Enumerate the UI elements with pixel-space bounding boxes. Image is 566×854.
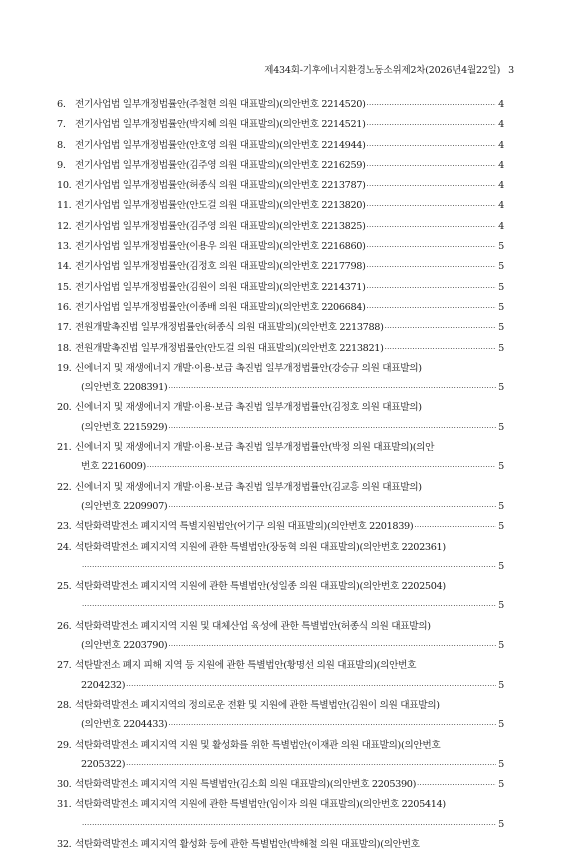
dot-leader [168,379,496,398]
toc-entry-text: 전원개발촉진법 일부개정법률안(안도걸 의원 대표발의)(의안번호 2213821) [75,342,384,354]
toc-entry [57,359,504,399]
dot-leader [168,716,496,735]
header-title: 제434회-기후에너지환경노동소위제2차(2026년4월22일) [264,65,501,76]
toc-entry-text: 석탄화력발전소 폐지지역 특별지원법안(어기구 의원 대표발의)(의안번호 2201839) [75,521,414,533]
toc-entry [57,775,504,795]
toc-entry-number: 10. [57,180,72,192]
toc-entry [57,156,504,176]
toc-entry-text: 전기사업법 일부개정법률안(박지혜 의원 대표발의)(의안번호 2214521) [75,119,366,131]
toc-entry-number: 14. [57,261,72,273]
toc-entry-text: 2204232) [81,679,126,691]
toc-entry-page: 5 [498,342,504,354]
toc-entry-page: 5 [498,600,504,612]
toc-entry-line [57,257,504,277]
toc-entry [57,339,504,359]
toc-entry-text: 석탄화력발전소 폐지지역 지원 및 대체산업 육성에 관한 특별법안(허종식 의원 대표발의) [75,620,431,632]
toc-entry-text: 신에너지 및 재생에너지 개발·이용·보급 촉진법 일부개정법률안(강승규 의원 대표발의) [75,362,422,374]
dot-leader [367,238,497,257]
toc-entry-text: 석탄화력발전소 폐지지역의 정의로운 전환 및 지원에 관한 특별법안(김원이 의원 대표발의) [75,699,440,711]
toc-entry-text: 전기사업법 일부개정법률안(안도걸 의원 대표발의)(의안번호 2213820) [75,200,366,212]
dot-leader [126,756,496,775]
page-header [264,62,514,76]
dot-leader [367,197,497,216]
dot-leader [417,776,496,795]
toc-entry-text: 전기사업법 일부개정법률안(김주영 의원 대표발의)(의안번호 2213825) [75,220,366,232]
toc-entry-line [57,156,504,176]
dot-leader [367,218,497,237]
toc-entry-line [57,636,504,656]
toc-entry-text: (의안번호 2209907) [81,500,168,512]
toc-entry-line [57,136,504,156]
toc-entry-number: 30. [57,779,72,791]
toc-entry [57,257,504,277]
toc-entry-text: 전기사업법 일부개정법률안(이용우 의원 대표발의)(의안번호 2216860) [75,241,366,253]
toc-entry-text: 전기사업법 일부개정법률안(안호영 의원 대표발의)(의안번호 2214944) [75,139,366,151]
toc-entry-page: 4 [498,119,504,131]
toc-entry-line [57,835,504,854]
toc-entry [57,478,504,518]
dot-leader [147,458,496,477]
toc-entry-line [57,438,504,457]
dot-leader [367,137,497,156]
dot-leader [82,558,496,577]
toc-entry-page: 5 [498,261,504,273]
toc-entry-line [57,95,504,115]
toc-entry [57,577,504,617]
toc-entry-number: 24. [57,541,72,553]
toc-entry-text: 석탄화력발전소 폐지지역 지원에 관한 특별법안(임이자 의원 대표발의)(의안번호 2205414) [75,799,446,811]
toc-entry-page: 4 [498,139,504,151]
toc-entry [57,736,504,776]
toc-entry-text: 전기사업법 일부개정법률안(김원이 의원 대표발의)(의안번호 2214371) [75,281,366,293]
toc-entry-number: 15. [57,281,72,293]
toc-entry-page: 5 [498,521,504,533]
toc-entry-number: 27. [57,660,72,672]
toc-entry-number: 19. [57,362,72,374]
toc-entry-page: 5 [498,779,504,791]
toc-entry-number: 28. [57,699,72,711]
toc-entry-line [57,339,504,359]
toc-entry-page: 5 [498,241,504,253]
toc-entry-line [57,176,504,196]
toc-entry-line [57,115,504,135]
toc-entry-number: 8. [57,139,66,151]
toc-entry-page: 4 [498,220,504,232]
toc-entry-page: 5 [498,818,504,830]
toc-entry-text: 전기사업법 일부개정법률안(허종식 의원 대표발의)(의안번호 2213787) [75,180,366,192]
toc-entry [57,217,504,237]
toc-entry-number: 13. [57,241,72,253]
toc-entry-line [57,656,504,675]
toc-entry-text: 번호 2216009) [81,461,146,473]
toc-entry [57,237,504,257]
dot-leader [385,319,497,338]
toc-entry-page: 5 [498,758,504,770]
toc-entry-text: (의안번호 2215929) [81,421,168,433]
toc-entry-page: 5 [498,461,504,473]
toc-entry [57,196,504,216]
toc-entry [57,835,504,854]
dot-leader [367,177,497,196]
toc-entry-text: 전기사업법 일부개정법률안(김주영 의원 대표발의)(의안번호 2216259) [75,159,366,171]
toc-entry-number: 6. [57,99,66,110]
toc-entry-page: 4 [498,200,504,212]
toc-entry-number: 18. [57,342,72,354]
toc-entry-number: 11. [57,200,72,212]
toc-entry [57,318,504,338]
dot-leader [367,96,497,115]
toc-entry-line [57,359,504,378]
toc-entry [57,656,504,696]
toc-entry-text: 석탄화력발전소 폐지지역 활성화 등에 관한 특별법안(박해철 의원 대표발의)(의안번호 [75,838,420,850]
toc-entry-line [57,497,504,517]
toc-entry-text: (의안번호 2208391) [81,382,168,394]
toc-entry-number: 22. [57,481,72,493]
header-page-number: 3 [508,65,514,76]
dot-leader [367,157,497,176]
toc-entry-page: 5 [498,382,504,394]
toc-entry-text: 석탄화력발전소 폐지지역 지원에 관한 특별법안(성일종 의원 대표발의)(의안번호 2202504) [75,581,446,593]
toc-entry-number: 23. [57,521,72,533]
toc-entry-number: 31. [57,799,72,811]
dot-leader [385,340,497,359]
toc-entry-page: 4 [498,159,504,171]
toc-entry-text: 전기사업법 일부개정법률안(주철현 의원 대표발의)(의안번호 2214520) [75,99,366,110]
toc-entry-line [57,217,504,237]
dot-leader [82,816,496,835]
table-of-contents [57,95,504,854]
toc-entry-line [57,755,504,775]
toc-entry-page: 5 [498,679,504,691]
toc-entry [57,95,504,115]
toc-entry-line [57,795,504,814]
toc-entry-line [57,715,504,735]
toc-entry-page: 5 [498,301,504,313]
toc-entry-line [57,696,504,715]
dot-leader [367,116,497,135]
toc-entry-line [57,617,504,636]
toc-entry [57,517,504,537]
toc-entry-text: 전기사업법 일부개정법률안(이종배 의원 대표발의)(의안번호 2206684) [75,301,366,313]
dot-leader [414,518,496,537]
toc-entry-line [57,237,504,257]
toc-entry-text: (의안번호 2203790) [81,640,168,652]
toc-entry-number: 17. [57,322,72,334]
toc-entry-number: 9. [57,159,66,171]
toc-entry-text: 전원개발촉진법 일부개정법률안(허종식 의원 대표발의)(의안번호 2213788) [75,322,384,334]
toc-entry-line [57,815,504,835]
toc-entry-number: 32. [57,838,72,850]
toc-entry [57,438,504,478]
toc-entry-line [57,278,504,298]
toc-entry-line [57,517,504,537]
toc-entry-line [57,775,504,795]
toc-entry-page: 5 [498,500,504,512]
toc-entry-line [57,298,504,318]
dot-leader [168,419,496,438]
toc-entry-text: 신에너지 및 재생에너지 개발·이용·보급 촉진법 일부개정법률안(김교흥 의원 대표발의) [75,481,422,493]
toc-entry-page: 5 [498,322,504,334]
toc-entry [57,278,504,298]
toc-entry-page: 5 [498,421,504,433]
toc-entry-text: 신에너지 및 재생에너지 개발·이용·보급 촉진법 일부개정법률안(박정 의원 대표발의)(의안 [75,442,435,454]
toc-entry-number: 12. [57,220,72,232]
toc-entry-number: 20. [57,402,72,414]
toc-entry-text: 석탄화력발전소 폐지지역 지원에 관한 특별법안(장동혁 의원 대표발의)(의안번호 2202361) [75,541,446,553]
toc-entry-line [57,596,504,616]
dot-leader [367,258,497,277]
toc-entry-number: 21. [57,442,72,454]
toc-entry-text: 석탄발전소 폐지 피해 지역 등 지원에 관한 특별법안(황명선 의원 대표발의)(의안번호 [75,660,417,672]
toc-entry [57,795,504,835]
dot-leader [126,677,496,696]
toc-entry-line [57,478,504,497]
toc-entry-line [57,318,504,338]
toc-entry-number: 26. [57,620,72,632]
toc-entry-text: 2205322) [81,758,126,770]
toc-entry-page: 5 [498,640,504,652]
toc-entry-page: 5 [498,281,504,293]
toc-entry-line [57,736,504,755]
toc-entry-line [57,676,504,696]
toc-entry-text: 석탄화력발전소 폐지지역 지원 특별법안(김소희 의원 대표발의)(의안번호 2205390) [75,779,417,791]
toc-entry-number: 25. [57,581,72,593]
toc-entry-number: 7. [57,119,66,131]
toc-entry-line [57,538,504,557]
toc-entry-page: 4 [498,99,504,110]
dot-leader [82,597,496,616]
toc-entry-line [57,418,504,438]
dot-leader [168,637,496,656]
toc-entry-number: 29. [57,739,72,751]
toc-entry-text: 석탄화력발전소 폐지지역 지원 및 활성화를 위한 특별법안(이재관 의원 대표발의)(의안번호 [75,739,441,751]
toc-entry [57,696,504,736]
toc-entry [57,617,504,657]
dot-leader [168,498,496,517]
toc-entry-page: 4 [498,180,504,192]
toc-entry-text: 신에너지 및 재생에너지 개발·이용·보급 촉진법 일부개정법률안(김정호 의원 대표발의) [75,402,422,414]
toc-entry [57,298,504,318]
toc-entry [57,136,504,156]
toc-entry-line [57,398,504,417]
toc-entry-line [57,557,504,577]
dot-leader [367,299,497,318]
toc-entry [57,115,504,135]
toc-entry-text: (의안번호 2204433) [81,719,168,731]
toc-entry-number: 16. [57,301,72,313]
toc-entry [57,538,504,578]
toc-entry [57,398,504,438]
toc-entry-text: 전기사업법 일부개정법률안(김정호 의원 대표발의)(의안번호 2217798) [75,261,366,273]
toc-entry-line [57,577,504,596]
dot-leader [367,279,497,298]
toc-entry-page: 5 [498,560,504,572]
toc-entry-page: 5 [498,719,504,731]
toc-entry-line [57,457,504,477]
toc-entry-line [57,196,504,216]
toc-entry-line [57,378,504,398]
toc-entry [57,176,504,196]
